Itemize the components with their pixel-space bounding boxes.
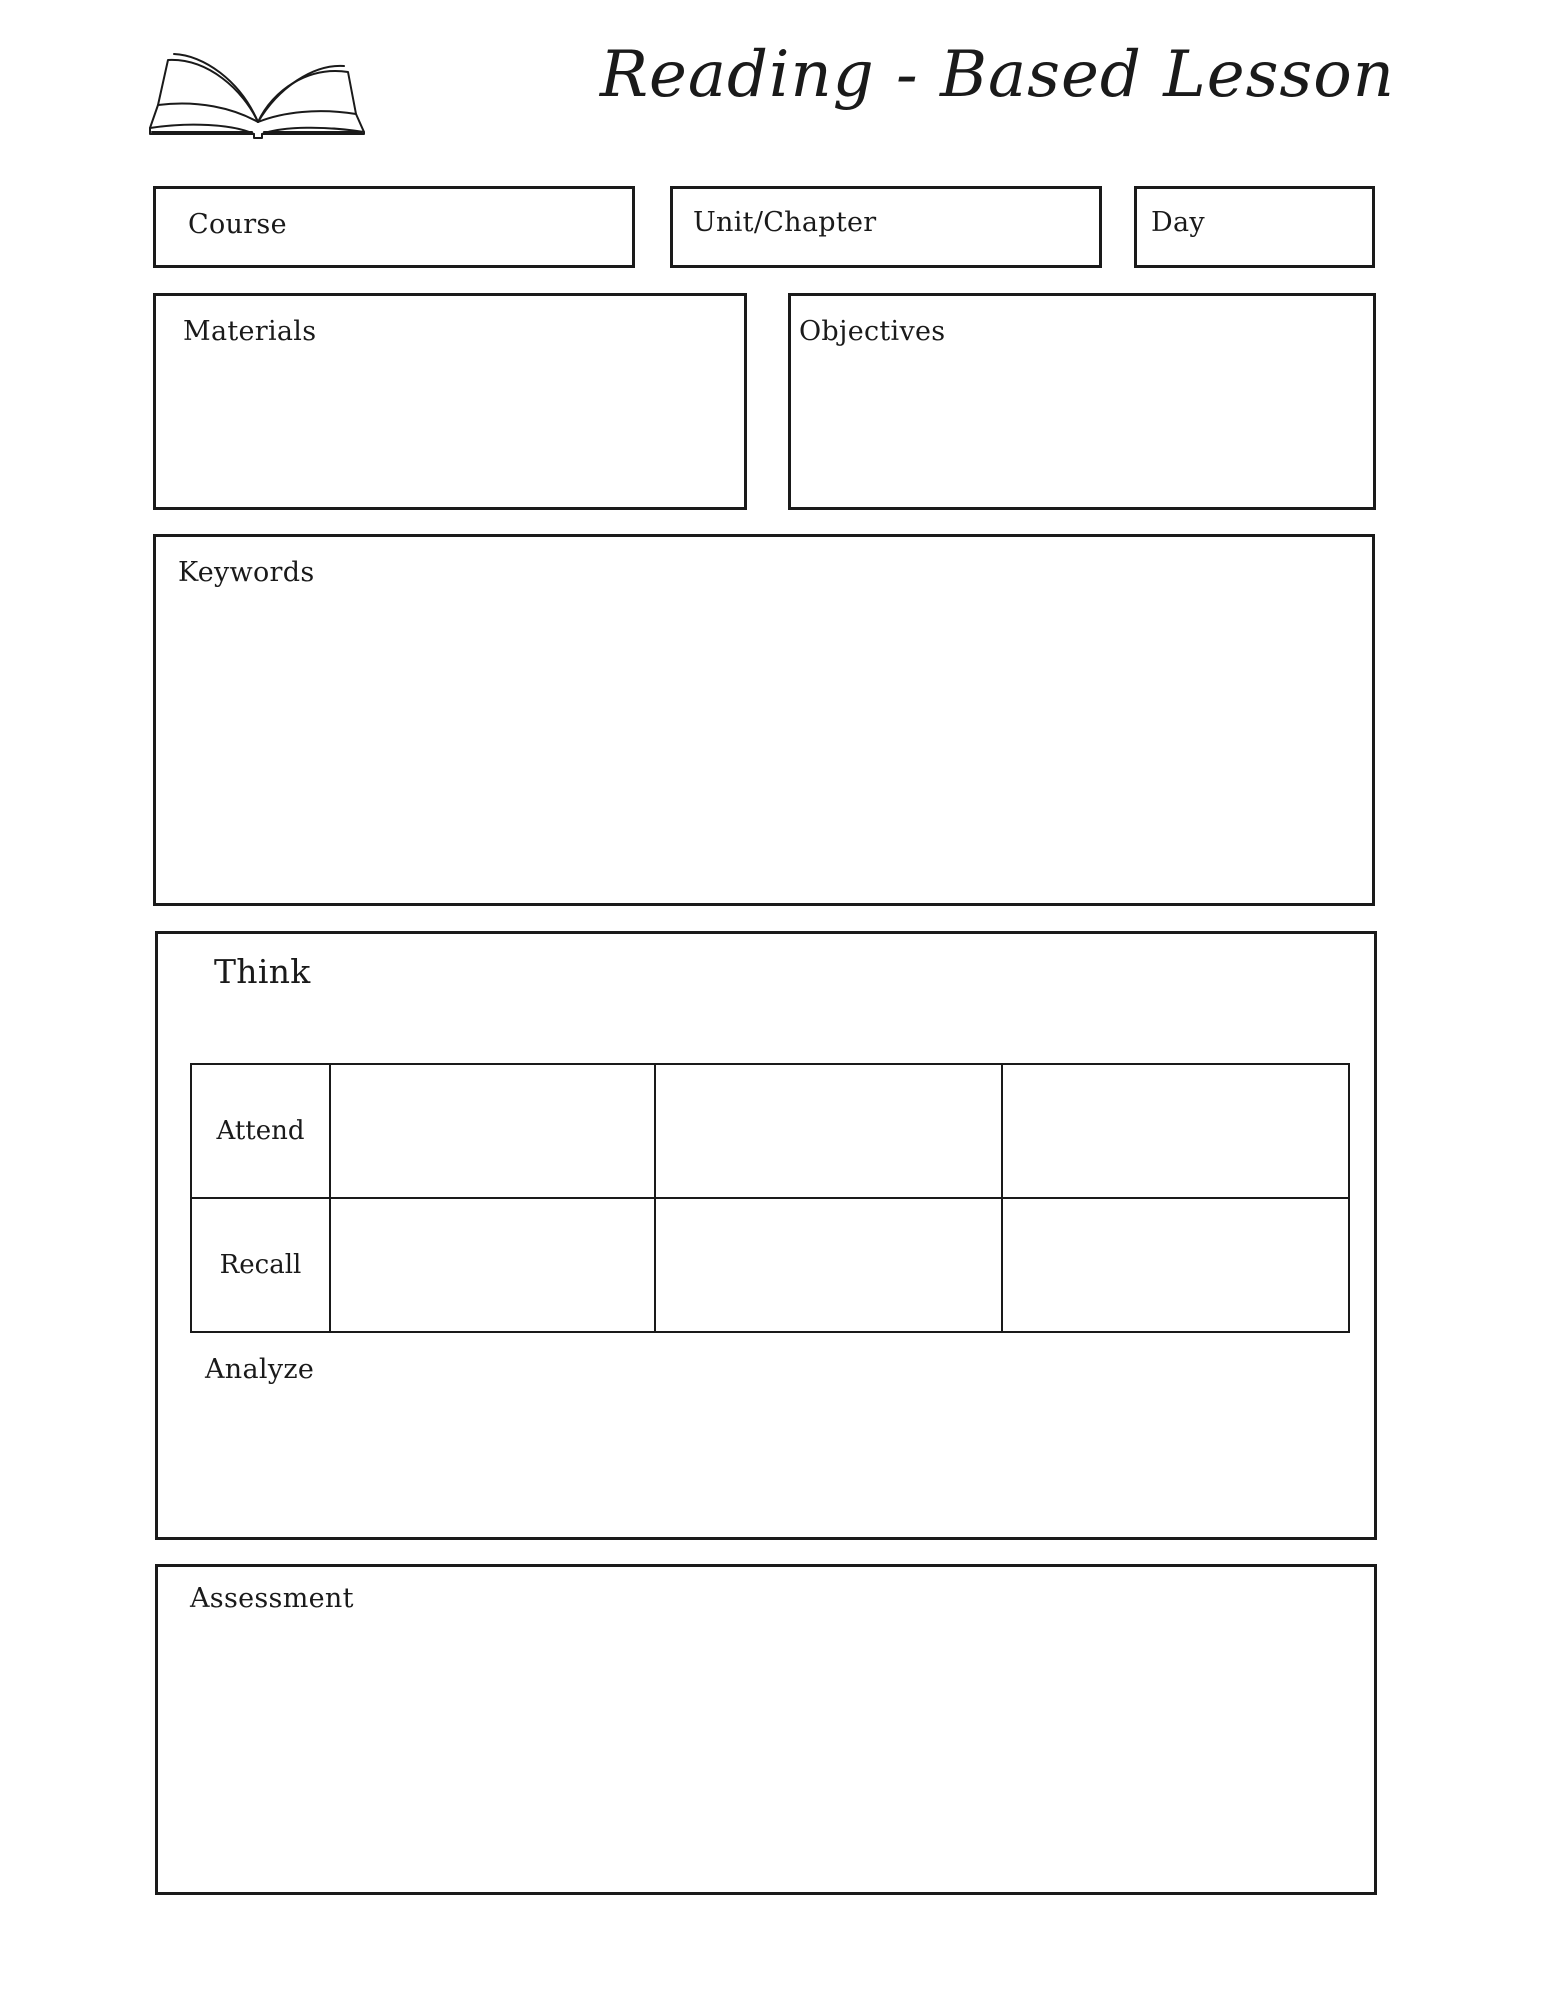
day-field[interactable] — [1134, 186, 1375, 268]
materials-label: Materials — [183, 316, 317, 347]
attend-cell-2[interactable] — [655, 1064, 1002, 1198]
page-title: Reading - Based Lesson — [599, 38, 1395, 112]
think-heading: Think — [214, 952, 311, 991]
open-book-icon — [148, 50, 368, 140]
attend-cell-1[interactable] — [330, 1064, 655, 1198]
think-row-attend — [191, 1064, 1349, 1198]
course-label: Course — [188, 209, 287, 240]
materials-field[interactable] — [153, 293, 747, 510]
recall-cell-2[interactable] — [655, 1198, 1002, 1332]
think-grid — [190, 1063, 1350, 1333]
objectives-field[interactable] — [788, 293, 1376, 510]
row-label-recall: Recall — [191, 1198, 330, 1332]
assessment-field[interactable] — [155, 1564, 1377, 1895]
attend-cell-3[interactable] — [1002, 1064, 1349, 1198]
day-label: Day — [1151, 207, 1205, 238]
unit-chapter-label: Unit/Chapter — [693, 207, 877, 238]
assessment-label: Assessment — [190, 1583, 354, 1614]
keywords-field[interactable] — [153, 534, 1375, 906]
recall-cell-3[interactable] — [1002, 1198, 1349, 1332]
unit-chapter-field[interactable] — [670, 186, 1102, 268]
recall-cell-1[interactable] — [330, 1198, 655, 1332]
course-field[interactable] — [153, 186, 635, 268]
analyze-label: Analyze — [205, 1354, 315, 1385]
keywords-label: Keywords — [178, 557, 315, 588]
objectives-label: Objectives — [799, 316, 946, 347]
think-row-recall — [191, 1198, 1349, 1332]
row-label-attend: Attend — [191, 1064, 330, 1198]
